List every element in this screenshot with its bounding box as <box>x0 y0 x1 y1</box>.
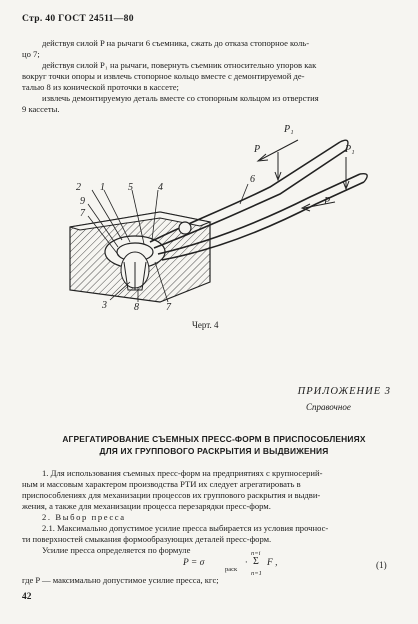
body-line: Усилие пресса определяется по формуле <box>42 545 191 555</box>
figure-caption: Черт. 4 <box>192 320 219 330</box>
formula-subscript: раск <box>225 566 238 573</box>
label-lever-6: 6 <box>250 174 255 185</box>
section-title-line1: АГРЕГАТИРОВАНИЕ СЪЕМНЫХ ПРЕСС-ФОРМ В ПРИСПОСОБЛЕНИЯХ <box>62 434 366 444</box>
page-header: Стр. 40 ГОСТ 24511—80 <box>22 13 134 24</box>
label-p-top: P <box>254 144 261 155</box>
puller-drawing <box>40 112 390 322</box>
label-5: 5 <box>128 182 133 193</box>
paragraph-line: действуя силой P₁ на рычаги, повернуть съемник относительно упоров как <box>42 60 317 70</box>
label-8: 8 <box>134 302 139 313</box>
label-p-right: P <box>324 196 331 207</box>
formula-term: F , <box>267 558 278 568</box>
paragraph-line: цо 7; <box>22 49 40 59</box>
paragraph-line: извлечь демонтируемую деталь вместе со стопорным кольцом из отверстия <box>42 93 319 103</box>
label-p1-top: P₁ <box>284 124 294 135</box>
page-number: 42 <box>22 592 32 602</box>
appendix-subtitle: Справочное <box>306 402 351 412</box>
paragraph-line: 9 кассеты. <box>22 104 60 114</box>
body-line: 2.1. Максимально допустимое усилие пресса выбирается из условия прочнос- <box>42 523 329 533</box>
label-3: 3 <box>102 300 107 311</box>
body-line: ти поверхностей смыкания формообразующих деталей пресс-форм. <box>22 534 272 544</box>
formula-sum: Σ <box>253 556 259 567</box>
body-line: 1. Для использования съемных пресс-форм на предприятиях с крупносерий- <box>42 468 323 478</box>
where-line: где P — максимально допустимое усилие пресса, кгс; <box>22 575 219 585</box>
formula-lhs: P = σ <box>183 558 205 568</box>
body-line: жения, а также для механизации процесса перезарядки пресс-форм. <box>22 501 271 511</box>
label-p1-right: P₁ <box>345 144 355 155</box>
formula-lower: n=1 <box>251 570 262 577</box>
label-7: 7 <box>80 208 85 219</box>
label-1: 1 <box>100 182 105 193</box>
label-2: 2 <box>76 182 81 193</box>
label-7b: 7 <box>166 302 171 313</box>
equation-number: (1) <box>376 560 387 570</box>
formula-upper: n=i <box>251 550 261 557</box>
appendix-title: ПРИЛОЖЕНИЕ 3 <box>297 386 391 397</box>
label-9: 9 <box>80 196 85 207</box>
formula-dot: · <box>245 558 248 568</box>
paragraph-line: действуя силой P на рычаги 6 съемника, сжать до отказа стопорное коль- <box>42 38 310 48</box>
body-line-heading: 2. Выбор пресса <box>42 512 126 522</box>
paragraph-line: вокруг точки опоры и извлечь стопорное кольцо вместе с демонтируемой де- <box>22 71 305 81</box>
section-title-line2: ДЛЯ ИХ ГРУППОВОГО РАСКРЫТИЯ И ВЫДВИЖЕНИЯ <box>99 446 329 456</box>
label-4: 4 <box>158 182 163 193</box>
body-line: приспособлениях для механизации процессов их группового раскрытия и выдви- <box>22 490 321 500</box>
paragraph-line: талью 8 из конической проточки в кассете; <box>22 82 179 92</box>
body-line: ным и массовым характером производства РТИ их следует агрегатировать в <box>22 479 301 489</box>
